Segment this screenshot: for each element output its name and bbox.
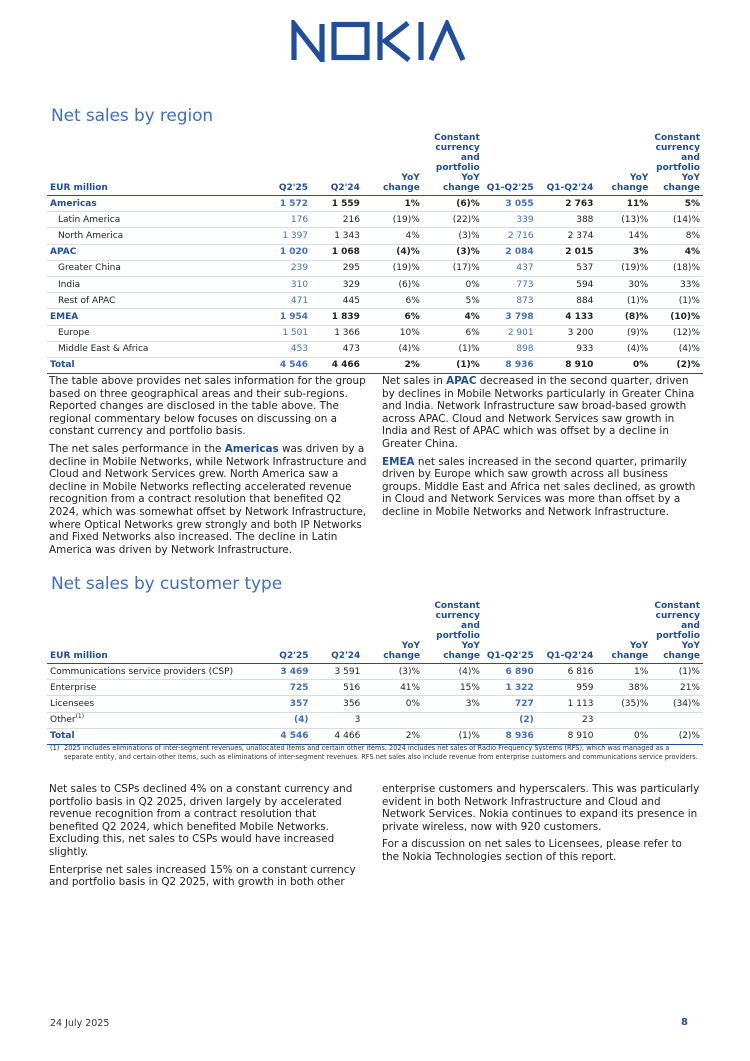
table-cell: (1)% [651,664,703,680]
table-cell: 1 839 [311,309,363,325]
table-cell: 725 [262,680,312,696]
table-cell: (1)% [423,357,483,373]
table-cell: 33% [651,276,703,292]
table-row [47,696,703,712]
table-cell: 3 200 [537,325,597,341]
table-cell: 933 [537,341,597,357]
table-cell: 30% [596,276,651,292]
table-cell: 898 [483,341,537,357]
table-cell: 727 [483,696,537,712]
table-cell: 0% [363,696,423,712]
table-cell: 6% [363,293,423,309]
table-cell: 329 [311,276,363,292]
table-cell: 4 133 [537,309,597,325]
table-cell: (19)% [363,260,423,276]
paragraph: The table above provides net sales information for the group based on three geographical areas and their sub-regions. Reported changes are disclosed in the table above. The regional commentary below focuses on discussing on a constant currency and portfolio basis. [49,375,366,438]
table-row [47,212,703,228]
table-cell: (2)% [651,728,703,744]
table-cell: (10)% [651,309,703,325]
table-cell: 6 890 [483,664,537,680]
table-cell: 388 [537,212,597,228]
table-cell: 445 [311,293,363,309]
column-header: Constant currency and portfolio YoY change [651,601,703,664]
table-cell: (4)% [363,341,423,357]
table-cell: 3% [596,244,651,260]
table-cell: 176 [261,212,311,228]
table-cell: 1 020 [261,244,311,260]
table-cell: 1% [596,664,651,680]
table-cell: 437 [483,260,537,276]
column-header: Q2'24 [312,601,364,664]
table-cell: 1 322 [483,680,537,696]
table-cell: 2 763 [537,196,597,212]
column-header: Q1-Q2'24 [537,133,597,196]
table-row [47,728,703,744]
table-cell: 8% [651,228,703,244]
paragraph: EMEA net sales increased in the second quarter, primarily driven by Europe which saw growth across all business groups. Middle East and Africa net sales declined, as growth in Cloud and Network Services was more than offset by a decline in Mobile Networks and Network Infrastructure. [382,455,696,518]
table-row [47,712,703,728]
table-cell: (2)% [651,357,703,373]
table-cell: 3 469 [262,664,312,680]
column-header: Constant currency and portfolio YoY change [423,601,483,664]
paragraph: enterprise customers and hyperscalers. This was particularly evident in both Network Infrastructure and Cloud and Network Services. Nokia continues to expand its presence in private wireless, now with 920 customers. [382,783,700,833]
table-cell: 11% [596,196,651,212]
row-label: Licensees [47,696,262,712]
footnote [50,744,700,761]
column-header: EUR million [47,601,262,664]
column-header: YoY change [363,133,423,196]
table-cell: 1 113 [537,696,597,712]
table-cell: 10% [363,325,423,341]
table-row [47,244,703,260]
column-header: Q1-Q2'24 [537,601,597,664]
table-cell: (17)% [423,260,483,276]
row-label: Americas [47,196,261,212]
table-cell: 873 [483,293,537,309]
table-cell: 6% [423,325,483,341]
row-label: Middle East & Africa [47,341,261,357]
table-row [47,228,703,244]
row-label: North America [47,228,261,244]
table-cell: (4)% [363,244,423,260]
column-header: Q2'24 [311,133,363,196]
footnote-text: 2025 includes eliminations of inter-segment revenues, unallocated items and certain other items. 2024 includes net sales of Radio Frequency Systems (RFS), which was managed as a separate entity, and certain other items, such as eliminations of inter-segment revenues. RFS net sales also include revenue from enterprise customers and communications service providers. [64,744,698,761]
table-cell: 5% [651,196,703,212]
table-cell: (6)% [363,276,423,292]
table-row [47,357,703,373]
table-cell: (13)% [596,212,651,228]
table-cell: 0% [596,357,651,373]
table-cell: 2 015 [537,244,597,260]
row-label: Greater China [47,260,261,276]
column-header: Q2'25 [261,133,311,196]
table-cell: 8 936 [483,728,537,744]
table-cell: (8)% [596,309,651,325]
table-row [47,325,703,341]
table-cell: 239 [261,260,311,276]
row-label: Latin America [47,212,261,228]
table-row [47,293,703,309]
table-cell: 4 546 [261,357,311,373]
column-header: Constant currency and portfolio YoY change [651,133,703,196]
table-cell: 356 [312,696,364,712]
table-cell: 473 [311,341,363,357]
row-label: Rest of APAC [47,293,261,309]
table-cell: 339 [483,212,537,228]
section-title-customer: Net sales by customer type [51,574,283,594]
table-cell: (35)% [596,696,651,712]
table-cell: (19)% [596,260,651,276]
table-cell [651,712,703,728]
table-cell: 15% [423,680,483,696]
table-cell: 2% [363,728,423,744]
table-cell: (1)% [423,728,483,744]
row-label: APAC [47,244,261,260]
table-cell: (34)% [651,696,703,712]
table-cell: (3)% [363,664,423,680]
table-cell: 4 466 [311,357,363,373]
table-cell: 3 798 [483,309,537,325]
row-label: Total [47,728,262,744]
table-cell: 537 [537,260,597,276]
section-title-region: Net sales by region [51,106,214,126]
table-cell: 3% [423,696,483,712]
table-cell: (4)% [596,341,651,357]
customer-commentary-right [382,783,700,869]
row-label: Total [47,357,261,373]
column-header: YoY change [596,133,651,196]
column-header: YoY change [363,601,423,664]
table-cell: (14)% [651,212,703,228]
table-cell: (6)% [423,196,483,212]
table-cell: 0% [423,276,483,292]
table-row [47,341,703,357]
table-cell [596,712,651,728]
table-cell: 310 [261,276,311,292]
table-row [47,309,703,325]
table-row [47,664,703,680]
table-cell: 1 068 [311,244,363,260]
table-cell: 4 546 [262,728,312,744]
table-cell: 3 055 [483,196,537,212]
column-header: Q1-Q2'25 [483,601,537,664]
table-cell [423,712,483,728]
table-cell: 2% [363,357,423,373]
table-cell: 0% [596,728,651,744]
table-cell: 6% [363,309,423,325]
table-cell: (1)% [423,341,483,357]
paragraph: Net sales in APAC decreased in the second quarter, driven by declines in Mobile Networks particularly in Greater China and India. Network Infrastructure saw broad-based growth across APAC. Cloud and Network Services saw growth in India and Rest of APAC which was offset by a decline in Greater China. [382,375,695,450]
column-header: Constant currency and portfolio YoY change [423,133,483,196]
table-cell: (18)% [651,260,703,276]
table-cell: 959 [537,680,597,696]
table-cell: (4) [262,712,312,728]
table-cell: 1 501 [261,325,311,341]
table-cell: 295 [311,260,363,276]
table-cell: (4)% [651,341,703,357]
table-cell: 2 374 [537,228,597,244]
table-cell: 453 [261,341,311,357]
table-cell: 3 [312,712,364,728]
row-label: Communications service providers (CSP) [47,664,262,680]
table-cell: 1 559 [311,196,363,212]
table-cell: 1 366 [311,325,363,341]
table-cell: 4% [363,228,423,244]
region-table [47,133,703,374]
column-header: Q2'25 [262,601,312,664]
table-cell: 8 910 [537,728,597,744]
table-cell: 1 954 [261,309,311,325]
paragraph: The net sales performance in the Americas was driven by a decline in Mobile Networks, while Network Infrastructure and Cloud and Network Services grew. North America saw a decline in Mobile Networks reflecting accelerated revenue recognition from a contract resolution that benefited Q2 2024, which was somewhat offset by Network Infrastructure, where Optical Networks grew strongly and both IP Networks and Fixed Networks also increased. The decline in Latin America was driven by Network Infrastructure. [49,442,367,556]
table-cell: 4% [651,244,703,260]
table-cell: 6 816 [537,664,597,680]
region-commentary-left [49,375,367,561]
footer-date: 24 July 2025 [50,1018,110,1029]
table-cell: 594 [537,276,597,292]
table-cell: (22)% [423,212,483,228]
region-commentary-right [382,375,700,524]
table-cell: 1% [363,196,423,212]
row-label: India [47,276,261,292]
table-cell: 516 [312,680,364,696]
paragraph: For a discussion on net sales to Licensees, please refer to the Nokia Technologies section of this report. [382,838,682,863]
customer-commentary-left [49,783,367,894]
table-cell: (3)% [423,228,483,244]
table-cell: 21% [651,680,703,696]
footnote-number: (1) [50,744,60,752]
table-cell: 4 466 [312,728,364,744]
table-cell: 357 [262,696,312,712]
column-header: YoY change [596,601,651,664]
customer-table [47,601,703,745]
table-cell: 41% [363,680,423,696]
table-cell: 38% [596,680,651,696]
table-cell: 4% [423,309,483,325]
table-cell: 8 936 [483,357,537,373]
table-cell: 471 [261,293,311,309]
table-cell: (12)% [651,325,703,341]
table-cell: (4)% [423,664,483,680]
paragraph: Enterprise net sales increased 15% on a constant currency and portfolio basis in Q2 2025, with growth in both other [49,863,356,889]
table-cell: (2) [483,712,537,728]
column-header: EUR million [47,133,261,196]
table-cell: (3)% [423,244,483,260]
table-cell: (1)% [651,293,703,309]
table-row [47,260,703,276]
table-cell: 884 [537,293,597,309]
nokia-logo [290,20,466,62]
table-cell: (9)% [596,325,651,341]
row-label: Enterprise [47,680,262,696]
row-label: Other$^{(1)}$ [47,712,262,728]
column-header: Q1-Q2'25 [483,133,537,196]
page-number: 8 [681,1017,688,1028]
table-row [47,680,703,696]
table-cell: (19)% [363,212,423,228]
table-row [47,276,703,292]
table-cell: 1 343 [311,228,363,244]
row-label: Europe [47,325,261,341]
table-cell: 3 591 [312,664,364,680]
table-cell: 773 [483,276,537,292]
table-cell: 2 716 [483,228,537,244]
table-cell: 5% [423,293,483,309]
footnote-marker: (1) [75,713,85,721]
table-cell: 8 910 [537,357,597,373]
table-cell [363,712,423,728]
table-cell: (1)% [596,293,651,309]
table-cell: 216 [311,212,363,228]
table-cell: 14% [596,228,651,244]
paragraph: Net sales to CSPs declined 4% on a constant currency and portfolio basis in Q2 2025, driven largely by accelerated revenue recognition from a contract resolution that benefited Q2 2024, which benefited Mobile Networks. Excluding this, net sales to CSPs would have increased slightly. [49,783,353,858]
table-cell: 1 397 [261,228,311,244]
table-cell: 2 084 [483,244,537,260]
table-cell: 23 [537,712,597,728]
row-label: EMEA [47,309,261,325]
table-cell: 2 901 [483,325,537,341]
table-row [47,196,703,212]
table-cell: 1 572 [261,196,311,212]
